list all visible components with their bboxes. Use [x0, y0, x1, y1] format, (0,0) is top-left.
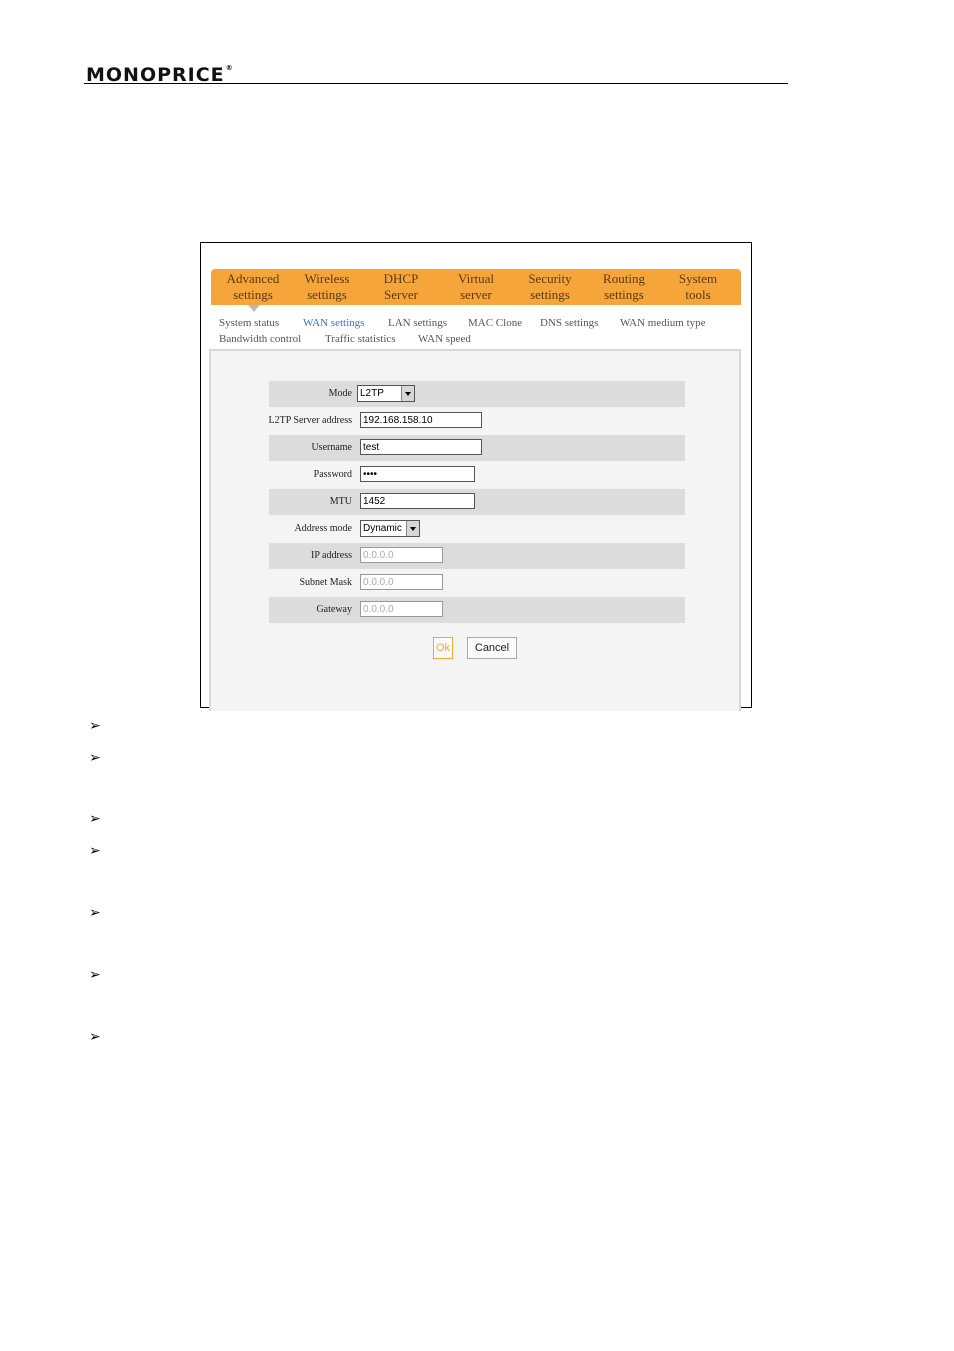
top-nav — [211, 269, 741, 305]
ip-label: IP address — [310, 550, 352, 561]
address-mode-select-value: Dynamic — [363, 523, 402, 534]
ok-button[interactable]: Ok — [433, 637, 453, 659]
password-row — [269, 462, 685, 488]
bullet-marker: ➢ — [89, 843, 101, 859]
nav-advanced-settings[interactable]: Advanced settings — [226, 271, 280, 302]
header-rule — [84, 83, 788, 84]
mask-label: Subnet Mask — [299, 577, 352, 588]
bullet-marker: ➢ — [89, 905, 101, 921]
username-label: Username — [311, 442, 352, 453]
mode-select-value: L2TP — [360, 388, 384, 399]
subnav-bandwidth-control[interactable]: Bandwidth control — [219, 333, 302, 345]
subnav-dns-settings[interactable]: DNS settings — [540, 317, 599, 329]
nav-routing-settings[interactable]: Routing settings — [603, 271, 645, 302]
mode-select[interactable] — [357, 385, 415, 402]
mtu-input[interactable]: 1452 — [360, 493, 475, 509]
subnav-wan-medium-type[interactable]: WAN medium type — [620, 317, 706, 329]
address-mode-row — [269, 516, 685, 542]
username-row — [269, 435, 685, 461]
bullet-marker: ➢ — [89, 750, 101, 766]
cancel-button[interactable]: Cancel — [467, 637, 517, 659]
address-mode-select[interactable] — [360, 520, 420, 537]
mode-label: Mode — [328, 388, 352, 399]
brand-name: MONOPRICE — [86, 64, 225, 86]
subnav-traffic-statistics[interactable]: Traffic statistics — [325, 333, 396, 345]
chevron-down-icon — [401, 386, 414, 401]
mask-row — [269, 570, 685, 596]
subnav-system-status[interactable]: System status — [219, 317, 280, 329]
username-input[interactable]: test — [360, 439, 482, 455]
gateway-label: Gateway — [316, 604, 352, 615]
address-mode-label: Address mode — [294, 523, 352, 534]
bullet-marker: ➢ — [89, 1029, 101, 1045]
nav-wireless-settings[interactable]: Wireless settings — [304, 271, 350, 302]
gateway-input[interactable]: 0.0.0.0 — [360, 601, 443, 617]
subnav-mac-clone[interactable]: MAC Clone — [468, 317, 523, 329]
server-label: L2TP Server address — [268, 415, 352, 426]
subnav-wan-settings[interactable]: WAN settings — [303, 317, 365, 329]
password-input[interactable]: •••• — [360, 466, 475, 482]
ip-address-input[interactable]: 0.0.0.0 — [360, 547, 443, 563]
nav-security-settings[interactable]: Security settings — [528, 271, 572, 302]
mtu-row — [269, 489, 685, 515]
password-label: Password — [313, 469, 352, 480]
gateway-row — [269, 597, 685, 623]
bullet-marker: ➢ — [89, 718, 101, 734]
server-address-input[interactable]: 192.168.158.10 — [360, 412, 482, 428]
bullet-marker: ➢ — [89, 811, 101, 827]
active-nav-caret — [248, 305, 260, 312]
subnav-wan-speed[interactable]: WAN speed — [418, 333, 471, 345]
ip-row — [269, 543, 685, 569]
subnet-mask-input[interactable]: 0.0.0.0 — [360, 574, 443, 590]
router-screenshot — [200, 242, 752, 708]
subnav-lan-settings[interactable]: LAN settings — [388, 317, 447, 329]
mtu-label: MTU — [329, 496, 352, 507]
trademark: ® — [225, 64, 234, 72]
nav-dhcp-server[interactable]: DHCP Server — [383, 271, 419, 302]
bullet-marker: ➢ — [89, 967, 101, 983]
nav-virtual-server[interactable]: Virtual server — [457, 271, 495, 302]
server-row — [269, 408, 685, 434]
nav-system-tools[interactable]: System tools — [678, 271, 718, 302]
chevron-down-icon — [406, 521, 419, 536]
mode-row — [269, 381, 685, 407]
